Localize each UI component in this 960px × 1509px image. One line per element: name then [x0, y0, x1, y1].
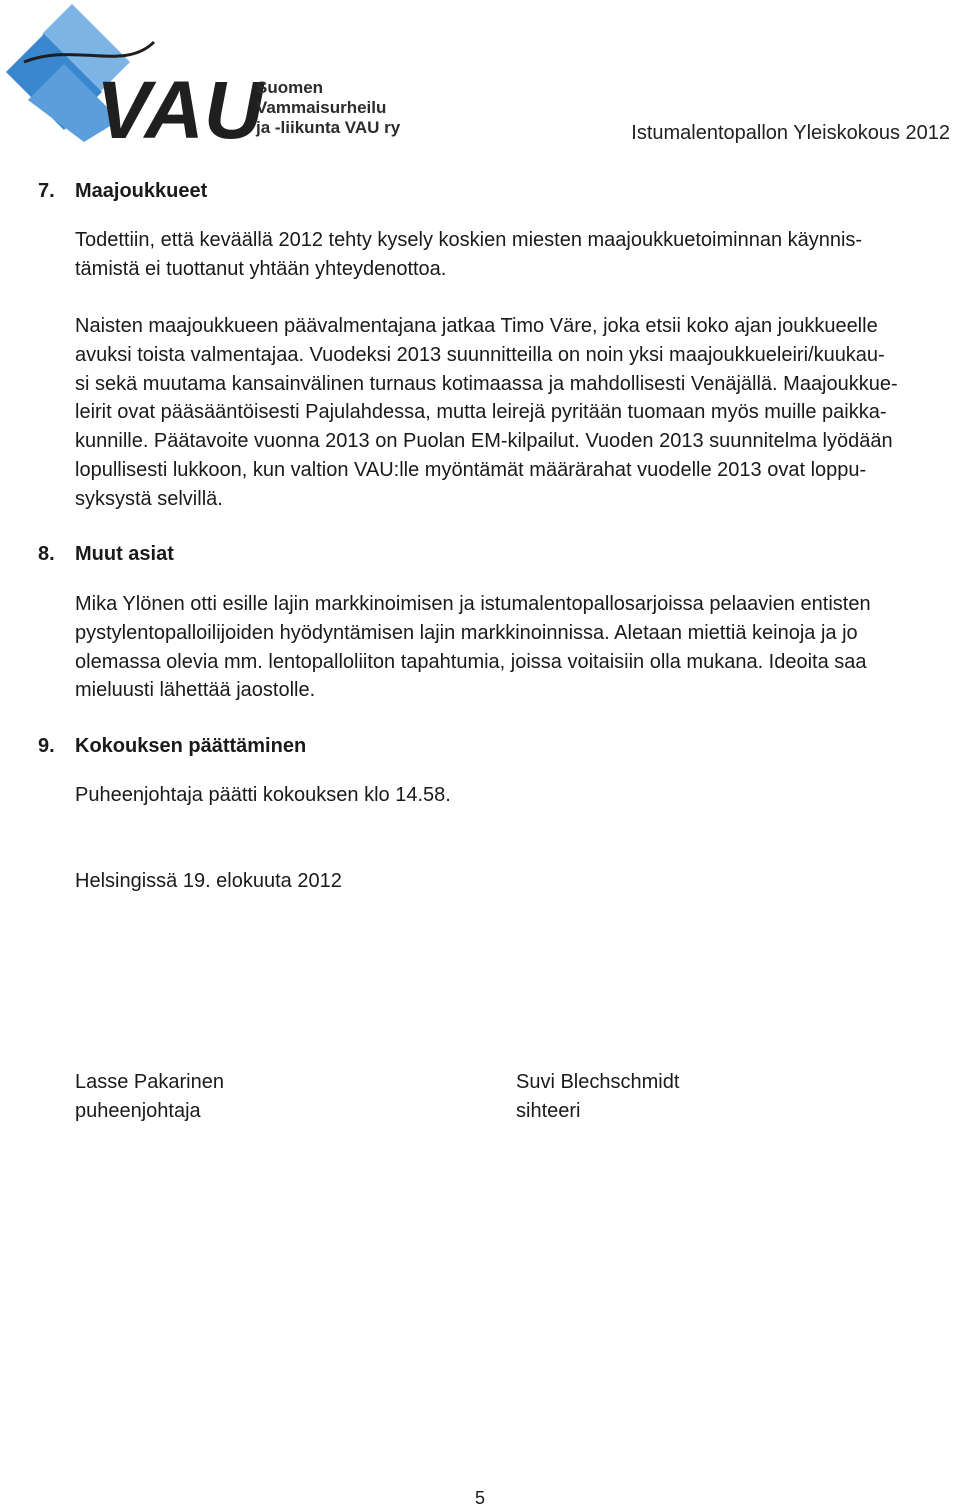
logo-org-name: [256, 78, 400, 138]
place-date-text: Helsingissä 19. elokuuta 2012: [75, 870, 342, 892]
signature-secretary: [516, 1068, 679, 1126]
text-line: Puheenjohtaja päätti kokouksen klo 14.58.: [75, 784, 451, 806]
text-line: syksystä selvillä.: [75, 487, 223, 510]
page-number: 5: [474, 1488, 485, 1508]
text-line: pystylentopalloilijoiden hyödyntämisen lajin markkinoinnissa. Aletaan miettiä keinoja ja jo: [75, 621, 858, 644]
section-8-paragraph-1: [75, 590, 960, 705]
text-line: tämistä ei tuottanut yhtään yhteydenottoa.: [75, 257, 447, 280]
section-7-heading: [38, 180, 207, 203]
section-number: 7.: [38, 180, 55, 202]
logo-line-1: Suomen: [256, 78, 324, 97]
text-line: Todettiin, että keväällä 2012 tehty kysely koskien miesten maajoukkuetoiminnan käynnis-: [75, 229, 863, 251]
logo-wordmark: VAU: [96, 65, 264, 152]
section-number: 9.: [38, 735, 55, 757]
section-title: Muut asiat: [75, 543, 174, 565]
section-title: Maajoukkueet: [75, 180, 208, 202]
signer-name: Lasse Pakarinen: [75, 1071, 224, 1093]
text-line: olemassa olevia mm. lentopalloliiton tapahtumia, joissa voitaisiin olla mukana. Ideoita saa: [75, 650, 867, 673]
document-header-title: Istumalentopallon Yleiskokous 2012: [631, 122, 950, 144]
signature-chair: [75, 1068, 224, 1126]
text-line: mieluusti lähettää jaostolle.: [75, 679, 316, 702]
text-line: Naisten maajoukkueen päävalmentajana jatkaa Timo Väre, joka etsii koko ajan joukkueelle: [75, 315, 878, 337]
signer-role: puheenjohtaja: [75, 1100, 201, 1122]
logo-line-3: ja -liikunta VAU ry: [256, 118, 401, 137]
text-line: Mika Ylönen otti esille lajin markkinoimisen ja istumalentopallosarjoissa pelaavien entisten: [75, 593, 871, 615]
text-line: si sekä muutama kansainvälinen turnaus kotimaassa ja mahdollisesti Venäjällä. Maajoukkue-: [75, 372, 898, 395]
signer-role: sihteeri: [516, 1100, 581, 1122]
section-8-heading: [38, 543, 174, 566]
section-number: 8.: [38, 543, 55, 565]
place-date: [75, 867, 960, 896]
logo-line-2: Vammaisurheilu: [256, 98, 387, 117]
section-7-paragraph-1: [75, 226, 960, 284]
signer-name: Suvi Blechschmidt: [516, 1071, 680, 1093]
text-line: avuksi toista valmentajaa. Vuodeksi 2013 suunnitteilla on noin yksi maajoukkueleiri/kuukau-: [75, 343, 885, 366]
text-line: leirit ovat pääsääntöisesti Pajulahdessa, mutta leirejä pyritään tuomaan myös muille paikka-: [75, 401, 887, 424]
section-7-paragraph-2: [75, 312, 960, 514]
section-9-heading: [38, 735, 306, 758]
section-title: Kokouksen päättäminen: [75, 735, 307, 757]
text-line: kunnille. Päätavoite vuonna 2013 on Puolan EM-kilpailut. Vuoden 2013 suunnitelma lyödään: [75, 430, 893, 453]
section-9-paragraph-1: [75, 781, 960, 810]
org-logo: [4, 2, 424, 152]
text-line: lopullisesti lukkoon, kun valtion VAU:lle myöntämät määrärahat vuodelle 2013 ovat loppu-: [75, 458, 867, 481]
